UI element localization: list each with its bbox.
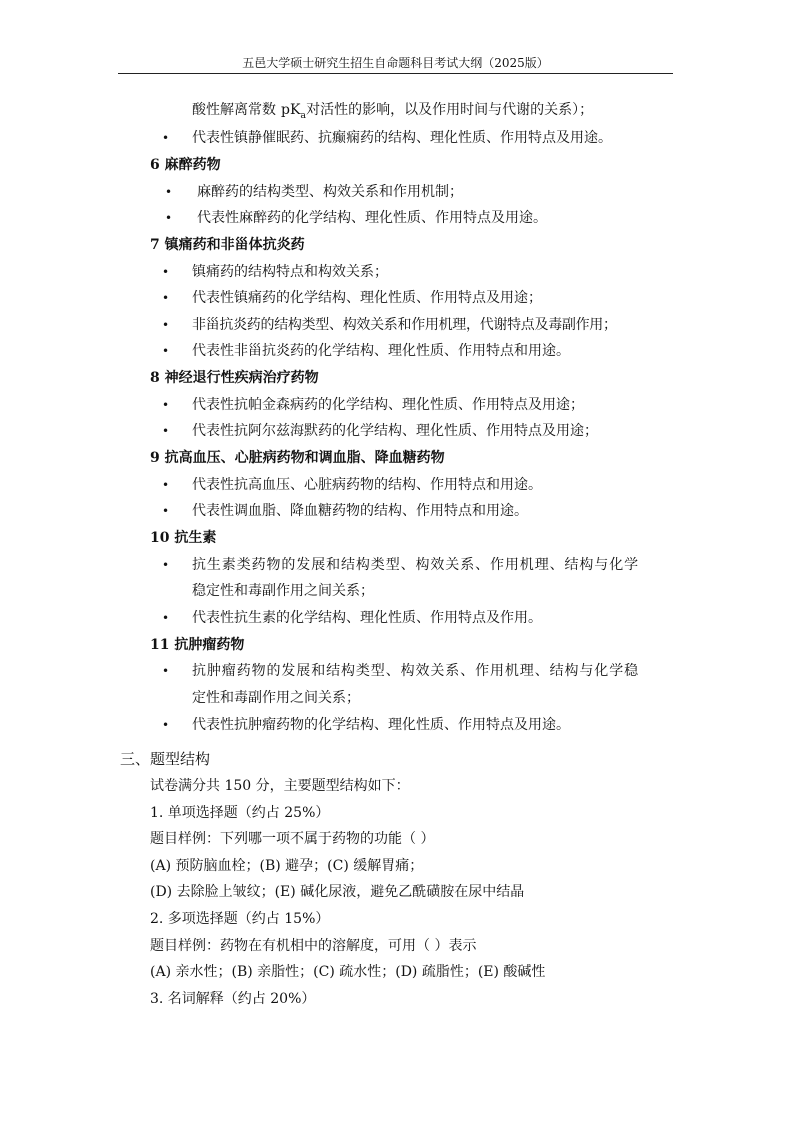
list-item-continuation: 稳定性和毒副作用之间关系；: [192, 583, 374, 599]
pka-subscript: a: [300, 109, 307, 121]
bullet-icon: •: [162, 611, 170, 625]
list-item: 非甾抗炎药的结构类型、构效关系和作用机理，代谢特点及毒副作用；: [192, 317, 617, 333]
list-item: 代表性镇静催眠药、抗癫痫药的结构、理化性质、作用特点及用途。: [192, 130, 612, 146]
subsection-heading: 11 抗肿瘤药物: [150, 637, 245, 653]
bullet-icon: •: [162, 718, 170, 732]
list-item: 抗肿瘤药物的发展和结构类型、构效关系、作用机理、结构与化学稳: [192, 663, 639, 679]
question-options: (A) 亲水性；(B) 亲脂性；(C) 疏水性；(D) 疏脂性；(E) 酸碱性: [150, 964, 546, 980]
text-segment: 对活性的影响，以及作用时间与代谢的关系）；: [306, 102, 594, 118]
list-item: 代表性抗阿尔兹海默药的化学结构、理化性质、作用特点及用途；: [192, 423, 598, 439]
section-heading: 三、题型结构: [120, 750, 211, 768]
question-type-heading: 1. 单项选择题（约占 25%）: [150, 805, 330, 821]
question-type-heading: 3. 名词解释（约占 20%）: [150, 991, 316, 1007]
text-segment: 酸性解离常数: [192, 102, 276, 118]
bullet-icon: •: [162, 265, 170, 279]
subsection-heading: 6 麻醉药物: [150, 157, 221, 173]
list-item: 代表性麻醉药的化学结构、理化性质、作用特点及用途。: [197, 210, 547, 226]
page-header: 五邑大学硕士研究生招生自命题科目考试大纲（2025版）: [242, 56, 549, 70]
list-item: 代表性抗高血压、心脏病药物的结构、作用特点和用途。: [192, 477, 542, 493]
subsection-heading: 10 抗生素: [150, 530, 217, 546]
list-item: 麻醉药的结构类型、构效关系和作用机制；: [197, 184, 463, 200]
subsection-heading: 8 神经退行性疾病治疗药物: [150, 370, 319, 386]
list-item: 抗生素类药物的发展和结构类型、构效关系、作用机理、结构与化学: [192, 557, 639, 573]
question-sample: 题目样例：下列哪一项不属于药物的功能（ ）: [150, 831, 435, 847]
bullet-icon: •: [162, 504, 170, 518]
list-item: 代表性抗肿瘤药物的化学结构、理化性质、作用特点及用途。: [192, 717, 570, 733]
bullet-icon: •: [162, 344, 170, 358]
list-item: 代表性非甾抗炎药的化学结构、理化性质、作用特点和用途。: [192, 343, 570, 359]
list-item: 代表性抗生素的化学结构、理化性质、作用特点及作用。: [192, 610, 542, 626]
list-item: 代表性调血脂、降血糖药物的结构、作用特点和用途。: [192, 503, 528, 519]
pka-symbol: [281, 102, 307, 121]
bullet-icon: •: [165, 185, 173, 199]
subsection-heading: 9 抗高血压、心脏病药物和调血脂、降血糖药物: [150, 450, 445, 466]
bullet-icon: •: [162, 478, 170, 492]
paragraph: 试卷满分共 150 分，主要题型结构如下：: [150, 778, 410, 794]
question-type-heading: 2. 多项选择题（约占 15%）: [150, 911, 330, 927]
text-line: [192, 101, 593, 125]
bullet-icon: •: [162, 291, 170, 305]
pka-base: pK: [281, 102, 301, 118]
bullet-icon: •: [165, 211, 173, 225]
question-sample: 题目样例：药物在有机相中的溶解度，可用（ ）表示: [150, 938, 477, 954]
bullet-icon: •: [162, 664, 170, 678]
list-item: 代表性抗帕金森病药的化学结构、理化性质、作用特点及用途；: [192, 397, 584, 413]
list-item-continuation: 定性和毒副作用之间关系；: [192, 690, 360, 706]
list-item: 代表性镇痛药的化学结构、理化性质、作用特点及用途；: [192, 290, 542, 306]
subsection-heading: 7 镇痛药和非甾体抗炎药: [150, 237, 305, 253]
question-options: (A) 预防脑血栓；(B) 避孕；(C) 缓解胃痛；: [150, 858, 424, 874]
bullet-icon: •: [162, 318, 170, 332]
bullet-icon: •: [162, 131, 170, 145]
list-item: 镇痛药的结构特点和构效关系；: [192, 264, 388, 280]
question-options: (D) 去除脸上皱纹；(E) 碱化尿液，避免乙酰磺胺在尿中结晶: [150, 884, 525, 900]
header-rule: [118, 73, 673, 74]
bullet-icon: •: [162, 424, 170, 438]
bullet-icon: •: [162, 558, 170, 572]
bullet-icon: •: [162, 398, 170, 412]
